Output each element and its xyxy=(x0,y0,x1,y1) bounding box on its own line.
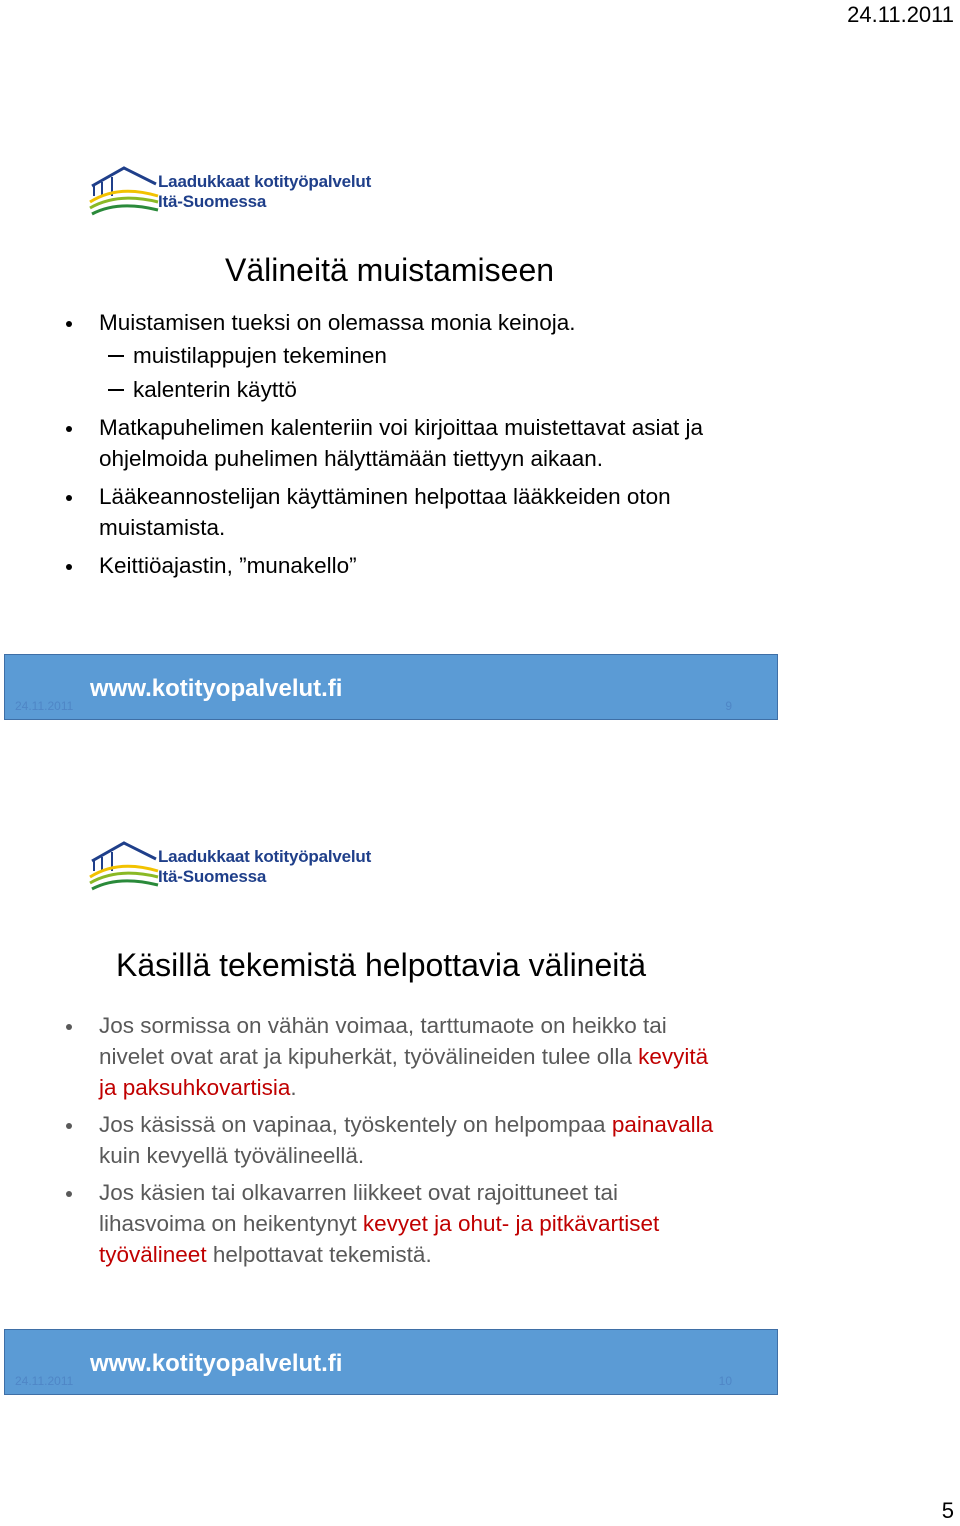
bullet-icon xyxy=(66,564,72,570)
list-item xyxy=(66,1010,726,1103)
bullet-text: kuin kevyellä työvälineellä. xyxy=(99,1143,365,1168)
logo-house-icon xyxy=(88,837,160,899)
bullet-list xyxy=(66,1010,726,1276)
slide-10 xyxy=(0,825,790,1395)
bullet-icon xyxy=(66,1191,72,1197)
bullet-text: Lääkeannostelijan käyttäminen helpottaa lääkkeiden oton muistamista. xyxy=(99,484,671,540)
slide-title: Välineitä muistamiseen xyxy=(225,252,555,288)
slide-9 xyxy=(0,150,790,720)
sub-item xyxy=(99,340,726,371)
logo-title: Laadukkaat kotityöpalvelut xyxy=(158,172,372,191)
logo-subtitle: Itä-Suomessa xyxy=(158,867,267,886)
highlight-text: painavalla xyxy=(611,1112,714,1137)
sub-list xyxy=(99,340,726,405)
list-item xyxy=(66,412,726,474)
logo-title: Laadukkaat kotityöpalvelut xyxy=(158,847,372,866)
list-item xyxy=(66,481,726,543)
dash-icon xyxy=(108,355,124,357)
logo-house-icon xyxy=(88,162,160,224)
highlight-text: kevyet ja ohut- ja pitkävartiset työvälineet xyxy=(99,1211,660,1267)
slide-number: 10 xyxy=(718,1374,732,1388)
sub-item-text: muistilappujen tekeminen xyxy=(133,343,387,368)
bullet-list xyxy=(66,307,726,588)
page-number: 5 xyxy=(941,1498,954,1523)
footer-date: 24.11.2011 xyxy=(15,699,74,713)
footer-url[interactable]: www.kotityopalvelut.fi xyxy=(90,675,343,702)
bullet-text: Jos käsien tai olkavarren liikkeet ovat rajoittuneet tai lihasvoima on heikentynyt xyxy=(99,1180,619,1236)
footer-date: 24.11.2011 xyxy=(15,1374,74,1388)
list-item xyxy=(66,307,726,405)
bullet-text: helpottavat tekemistä. xyxy=(206,1242,432,1267)
list-item xyxy=(66,550,726,581)
highlight-text: kevyitä ja paksuhkovartisia xyxy=(99,1044,709,1100)
bullet-text: Jos sormissa on vähän voimaa, tarttumaote on heikko tai nivelet ovat arat ja kipuherkät, työvälineiden tulee olla xyxy=(99,1013,667,1069)
bullet-text: Jos käsissä on vapinaa, työskentely on helpompaa xyxy=(99,1112,612,1137)
logo xyxy=(88,162,418,224)
bullet-icon xyxy=(66,495,72,501)
slide-title: Käsillä tekemistä helpottavia välineitä xyxy=(116,947,647,983)
sub-item-text: kalenterin käyttö xyxy=(133,377,297,402)
slide-number: 9 xyxy=(725,699,732,713)
slide-footer xyxy=(4,1329,778,1395)
logo xyxy=(88,837,418,899)
dash-icon xyxy=(108,389,124,391)
bullet-icon xyxy=(66,426,72,432)
logo-subtitle: Itä-Suomessa xyxy=(158,192,267,211)
list-item xyxy=(66,1109,726,1171)
list-item xyxy=(66,1177,726,1270)
bullet-icon xyxy=(66,1123,72,1129)
footer-url[interactable]: www.kotityopalvelut.fi xyxy=(90,1350,343,1377)
bullet-icon xyxy=(66,1024,72,1030)
slide-footer xyxy=(4,654,778,720)
sub-item xyxy=(99,374,726,405)
bullet-text: Keittiöajastin, ”munakello” xyxy=(99,553,357,578)
header-date: 24.11.2011 xyxy=(847,2,954,27)
bullet-text: . xyxy=(290,1075,297,1100)
bullet-text: Matkapuhelimen kalenteriin voi kirjoittaa muistettavat asiat ja ohjelmoida puhelimen hälyttämään tiettyyn aikaan. xyxy=(99,415,704,471)
bullet-icon xyxy=(66,321,72,327)
bullet-text: Muistamisen tueksi on olemassa monia keinoja. xyxy=(99,310,576,335)
